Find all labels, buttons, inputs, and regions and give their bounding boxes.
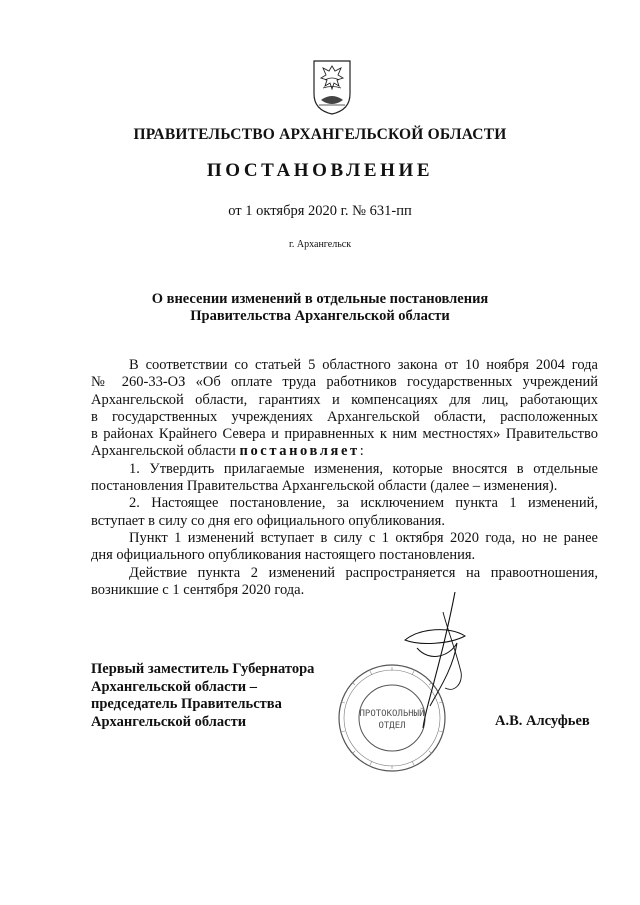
signer-position-line: Архангельской области – [91,678,257,695]
body-text: Архангельской области [91,443,236,460]
decree-colon: : [359,443,364,460]
signer-position [91,661,314,731]
body-line: Действие пункта 2 изменений распространяется на правоотношения, [129,564,598,581]
body-line: В соответствии со статьей 5 областного закона от 10 ноября 2004 года [129,357,598,373]
body-line: дня официального опубликования настоящего постановления. [91,547,476,564]
stamp-text: ОТДЕЛ [378,721,406,731]
signer-position-line: председатель Правительства [91,696,282,712]
signer-name: А.В. Алсуфьев [495,713,590,729]
body-line-decree [91,443,598,460]
document-title [0,291,640,325]
signer-position-line: Первый заместитель Губернатора [91,661,315,677]
body-line: 1. Утвердить прилагаемые изменения, которые вносятся в отдельные [129,460,598,477]
handwritten-signature-icon [395,588,475,738]
document-type: ПОСТАНОВЛЕНИЕ [206,160,434,181]
body-line: Архангельской области, гарантиях и компенсациях для лиц, работающих [91,391,598,408]
title-line: Правительства Архангельской области [190,308,450,324]
body-line: в районах Крайнего Севера и приравненных к ним местностях» Правительство [91,426,598,443]
title-line: О внесении изменений в отдельные постановления [151,291,489,307]
body-line: 2. Настоящее постановление, за исключением пункта 1 изменений, [129,495,598,512]
stamp-text: ПРОТОКОЛЬНЫЙ [359,709,425,719]
document-body [91,357,598,599]
decree-word: постановляет [239,443,360,460]
body-line: возникшие с 1 сентября 2020 года. [91,581,305,598]
document-city: г. Архангельск [288,239,352,250]
body-line: постановления Правительства Архангельской области (далее – изменения). [91,478,558,495]
coat-of-arms-icon [311,58,353,116]
document-date-number: от 1 октября 2020 г. № 631-пп [228,203,412,219]
body-line: Пункт 1 изменений вступает в силу с 1 октября 2020 года, но не ранее [129,529,598,546]
body-line: № 260-33-ОЗ «Об оплате труда работников государственных учреждений [91,374,598,391]
signer-position-line: Архангельской области [91,713,247,730]
body-line: вступает в силу со дня его официального опубликования. [91,512,445,529]
government-name: ПРАВИТЕЛЬСТВО АРХАНГЕЛЬСКОЙ ОБЛАСТИ [133,126,507,143]
body-line: в государственных учреждениях Архангельской области, расположенных [91,408,598,425]
